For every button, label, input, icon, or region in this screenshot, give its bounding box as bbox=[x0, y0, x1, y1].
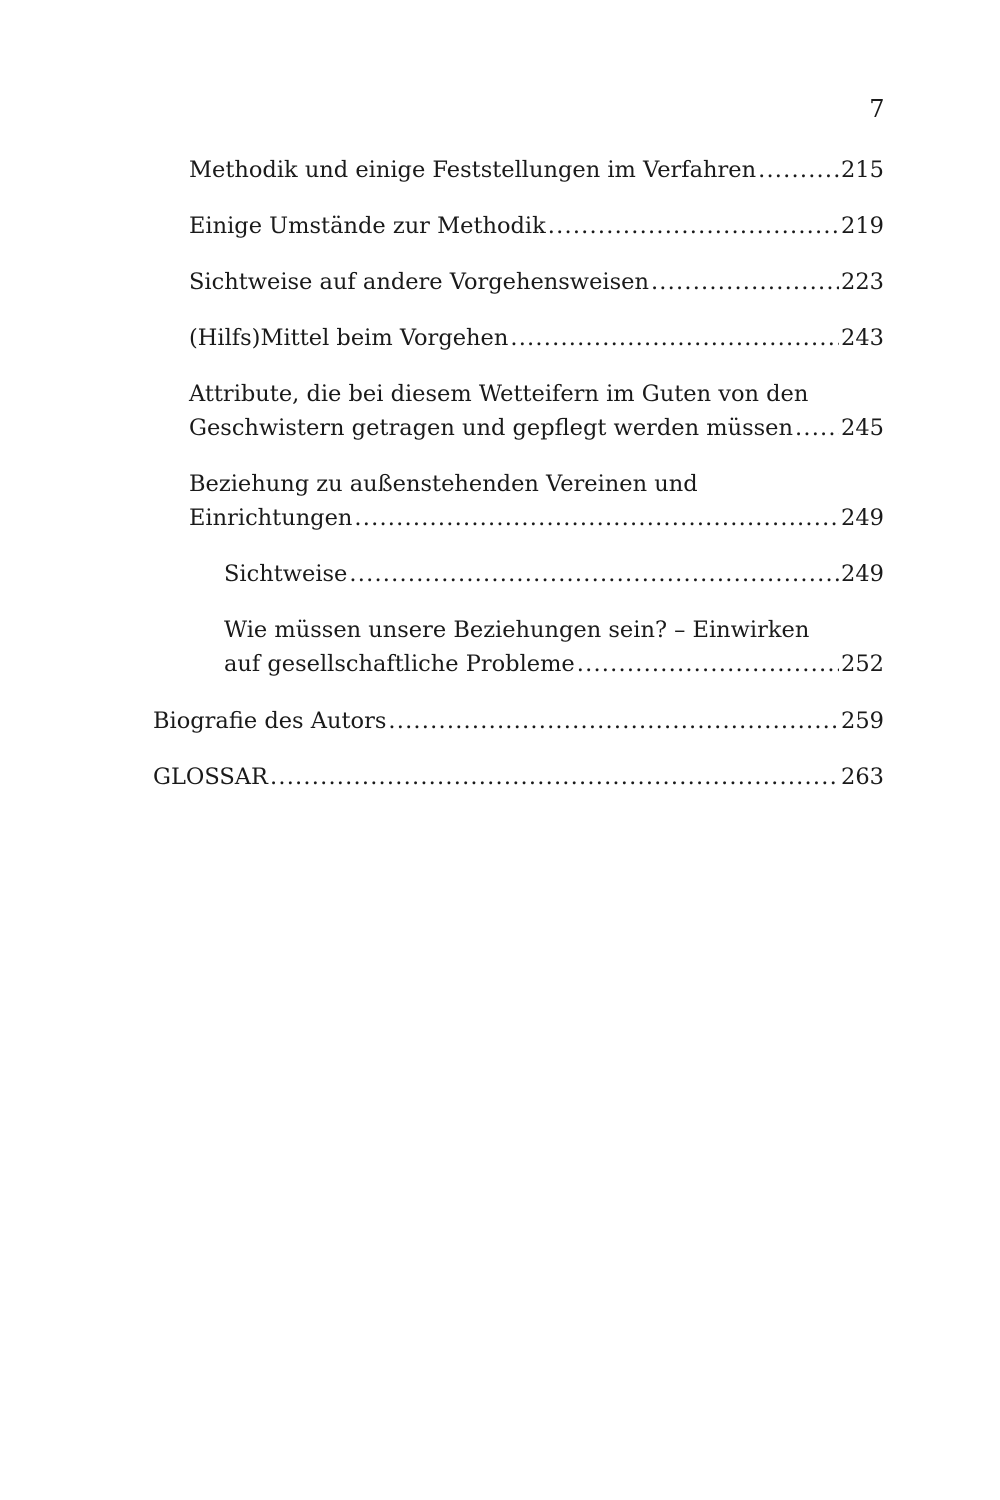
toc-entry-page: 252 bbox=[841, 651, 884, 677]
dot-leader bbox=[388, 704, 839, 738]
toc-entry-page: 215 bbox=[841, 157, 884, 183]
toc-entry-page: 245 bbox=[841, 415, 884, 441]
dot-leader bbox=[758, 153, 839, 187]
toc-entry-title: Einrichtungen bbox=[189, 505, 353, 531]
toc-entry-biografie[interactable] bbox=[153, 704, 884, 738]
toc-entry-umstaende-methodik[interactable] bbox=[189, 209, 884, 243]
toc-entry-page: 243 bbox=[841, 325, 884, 351]
toc-entry-title-line: Attribute, die bei diesem Wetteifern im Guten von den bbox=[189, 381, 809, 407]
toc-entry-page: 219 bbox=[841, 213, 884, 239]
toc-entry-page: 263 bbox=[841, 764, 884, 790]
toc-entry-beziehungen-probleme[interactable] bbox=[224, 613, 884, 681]
toc-entry-methodik-feststellungen[interactable] bbox=[189, 153, 884, 187]
toc-entry-page: 249 bbox=[841, 505, 884, 531]
toc-entry-title-line: Wie müssen unsere Beziehungen sein? – Einwirken bbox=[224, 617, 810, 643]
toc-entry-title: Geschwistern getragen und gepflegt werden müssen bbox=[189, 415, 793, 441]
toc-entry-title: Einige Umstände zur Methodik bbox=[189, 213, 546, 239]
toc-entry-title: Sichtweise bbox=[224, 561, 348, 587]
toc-entry-sichtweise-vorgehensweisen[interactable] bbox=[189, 265, 884, 299]
toc-entry-sichtweise[interactable] bbox=[224, 557, 884, 591]
dot-leader bbox=[577, 647, 839, 681]
dot-leader bbox=[795, 411, 839, 445]
toc-entry-title: (Hilfs)Mittel beim Vorgehen bbox=[189, 325, 509, 351]
page-number: 7 bbox=[869, 95, 885, 123]
toc-entry-title-line: Beziehung zu außenstehenden Vereinen und bbox=[189, 471, 698, 497]
toc-entry-beziehung-vereine[interactable] bbox=[189, 467, 884, 535]
toc-entry-title: auf gesellschaftliche Probleme bbox=[224, 651, 575, 677]
dot-leader bbox=[349, 557, 839, 591]
dot-leader bbox=[354, 501, 839, 535]
toc-entry-glossar[interactable] bbox=[153, 760, 884, 794]
toc-entry-attribute[interactable] bbox=[189, 377, 884, 445]
dot-leader bbox=[510, 321, 839, 355]
dot-leader bbox=[270, 760, 839, 794]
toc-entry-title: GLOSSAR bbox=[153, 764, 268, 790]
toc-entry-page: 223 bbox=[841, 269, 884, 295]
toc-entry-title: Biografie des Autors bbox=[153, 708, 387, 734]
toc-entry-title: Methodik und einige Feststellungen im Verfahren bbox=[189, 157, 757, 183]
dot-leader bbox=[548, 209, 839, 243]
toc-entry-page: 249 bbox=[841, 561, 884, 587]
toc-entry-page: 259 bbox=[841, 708, 884, 734]
toc-entry-title: Sichtweise auf andere Vorgehensweisen bbox=[189, 269, 649, 295]
dot-leader bbox=[651, 265, 839, 299]
toc-entry-hilfsmittel[interactable] bbox=[189, 321, 884, 355]
